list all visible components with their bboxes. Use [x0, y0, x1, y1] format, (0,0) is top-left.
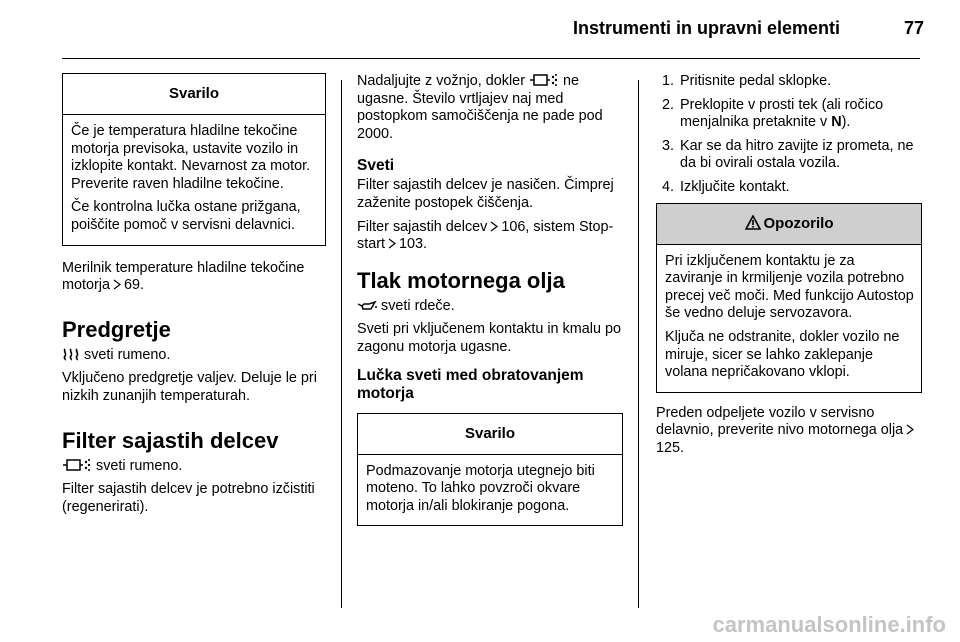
warning-box-coolant — [62, 73, 326, 246]
warning-box-title: Svarilo — [63, 74, 325, 115]
steps-list — [650, 73, 922, 197]
warning-text: Če kontrolna lučka ostane prižgana, poiščite pomoč v servisni delavnici. — [71, 199, 301, 233]
list-item: 4. Izključite kontakt. — [661, 178, 790, 195]
heading-lit: Sveti — [357, 157, 395, 175]
page-ref-arrow-icon — [490, 221, 498, 232]
oil-can-icon — [357, 300, 377, 312]
warning-text: Pri izključenem kontaktu je za zaviranje in krmiljenje vozila potrebno precej več moči. Med funkcijo Autostop še vedno deluje servozavora. — [665, 252, 914, 322]
warning-box-title: Svarilo — [358, 414, 622, 455]
page-ref-link[interactable]: 69. — [124, 277, 145, 294]
warning-triangle-icon — [745, 215, 761, 230]
page-ref-arrow-icon — [113, 279, 121, 290]
lit-line-1: Filter sajastih delcev je nasičen. Čimprej zaženite postopek čiščenja. — [357, 177, 614, 211]
page-number: 77 — [903, 18, 924, 38]
column-1 — [62, 73, 326, 522]
column-divider-1 — [341, 80, 342, 608]
particle-filter-icon — [529, 73, 559, 87]
warning-box-title: Opozorilo — [657, 204, 921, 245]
dpf-body: Filter sajastih delcev je potrebno izčistiti (regenerirati). — [62, 481, 315, 515]
header-title: Instrumenti in upravni elementi — [572, 18, 840, 38]
dpf-icon-line: sveti rumeno. — [62, 458, 326, 476]
warning-box-oil — [357, 413, 623, 527]
page-ref-link[interactable]: 106, sistem Stop-start — [357, 218, 614, 253]
warning-text: Če je temperatura hladilne tekočine motorja previsoka, ustavite vozilo in izklopite kontakt. Nevarnost za motor. Preverite raven hladilne tekočine. — [71, 123, 311, 192]
column-divider-2 — [638, 80, 639, 608]
column-2 — [357, 73, 623, 526]
glow-plug-icon — [62, 347, 80, 361]
temp-gauge-ref: Merilnik temperature hladilne tekočine motorja 69. — [62, 259, 305, 294]
page-ref-arrow-icon — [906, 424, 914, 435]
list-item: 3. Kar se da hitro zavijte iz prometa, ne da bi ovirali ostala vozila. — [661, 137, 914, 172]
heading-preheat: Predgretje — [62, 316, 171, 342]
heading-oil-running: Lučka sveti med obratovanjem motorja — [357, 366, 584, 402]
particle-filter-icon — [62, 458, 92, 472]
dpf-continue-text: Nadaljujte z vožnjo, dokler ne ugasne. Število vrtljajev naj med postopkom samočiščenja ne pade pod 2000. — [357, 73, 603, 142]
watermark: carmanualsonline.info — [712, 612, 946, 637]
warning-box-opozorilo — [656, 203, 922, 393]
warning-text: Podmazovanje motorja utegnejo biti moteno. To lahko povzroči okvare motorja in/ali blokiranje pogona. — [366, 462, 595, 514]
oil-body: Sveti pri vključenem kontaktu in kmalu po zagonu motorja ugasne. — [357, 321, 621, 355]
heading-dpf: Filter sajastih delcev — [62, 427, 279, 453]
list-item: 1. Pritisnite pedal sklopke. — [661, 73, 832, 89]
page-ref-link[interactable]: 125. — [656, 439, 685, 456]
heading-oil-pressure: Tlak motornega olja — [357, 267, 565, 293]
oil-icon-line: sveti rdeče. — [357, 298, 623, 316]
preheat-body: Vključeno predgretje valjev. Deluje le pri nizkih zunanjih temperaturah. — [62, 370, 317, 404]
header-rule — [62, 58, 920, 59]
final-paragraph: Preden odpeljete vozilo v servisno delavnio, preverite nivo motornega olja125. — [656, 405, 922, 458]
list-item: 2. Preklopite v prosti tek (ali ročico menjalnika pretaknite v N). — [661, 96, 884, 131]
column-3 — [656, 73, 922, 464]
warning-text: Ključa ne odstranite, dokler vozilo ne miruje, sicer se lahko zaklepanje volana nepričakovano vklopi. — [665, 328, 900, 381]
page-ref-link[interactable]: 103. — [399, 236, 428, 253]
preheat-icon-line: sveti rumeno. — [62, 347, 326, 365]
lit-line-2: Filter sajastih delcev 106, sistem Stop-start 103. — [357, 218, 614, 253]
page-ref-arrow-icon — [388, 238, 396, 249]
